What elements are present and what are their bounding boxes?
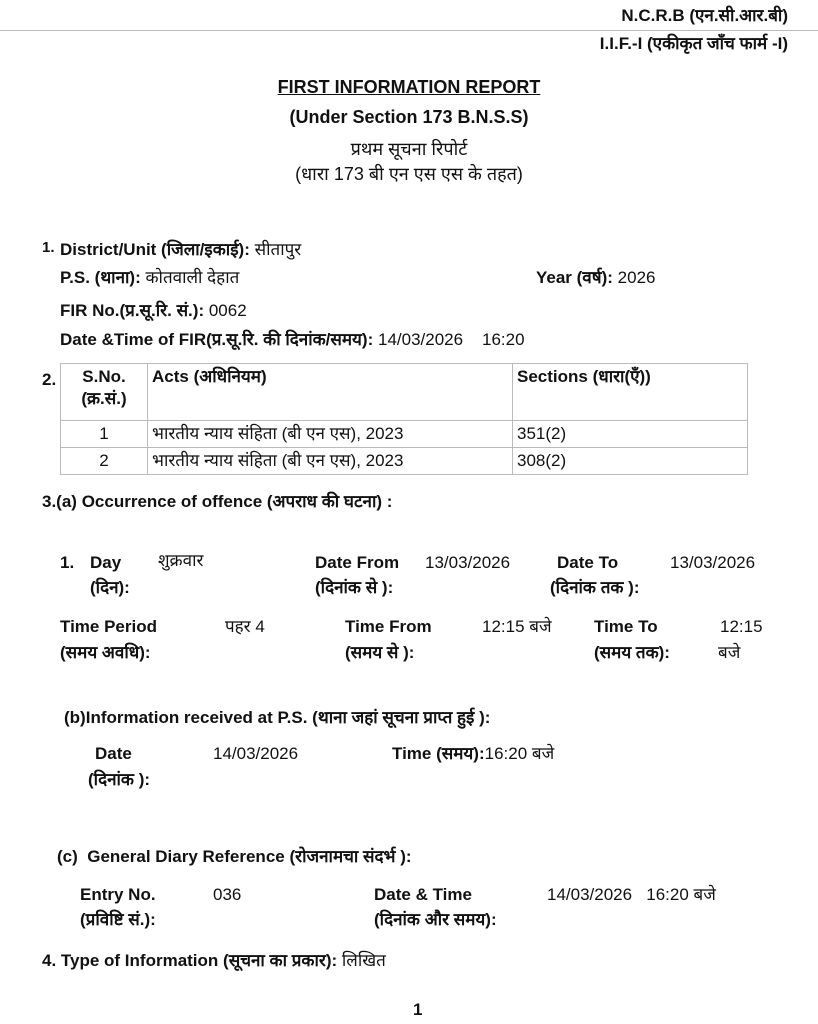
row-section: 308(2)	[513, 448, 748, 475]
ps-label: P.S. (थाना):	[60, 268, 141, 287]
section1-number: 1.	[42, 239, 55, 256]
report-subtitle-hindi: (धारा 173 बी एन एस एस के तहत)	[295, 164, 523, 184]
day-value: शुक्रवार	[158, 551, 204, 570]
section3c-heading: (c) General Diary Reference (रोजनामचा संदर्भ ):	[57, 847, 412, 866]
district-row	[60, 240, 301, 260]
row-sno: 2	[61, 448, 148, 475]
fir-date-value: 14/03/2026	[377, 330, 464, 349]
day-label: Day	[90, 553, 122, 572]
date-from-value: 13/03/2026	[425, 553, 511, 572]
fir-datetime-label: Date &Time of FIR(प्र.सू.रि. की दिनांक/समय):	[60, 330, 374, 349]
information-type-label: 4. Type of Information	[42, 951, 219, 970]
report-title: FIRST INFORMATION REPORT	[277, 77, 541, 97]
date-to-label-hindi: (दिनांक तक ):	[550, 578, 640, 597]
received-time-row	[392, 744, 554, 764]
header-divider	[0, 30, 818, 31]
received-date-label: Date	[95, 744, 132, 763]
ps-row	[60, 268, 239, 288]
fir-time-value: 16:20	[481, 330, 525, 349]
date-from-label-hindi: (दिनांक से ):	[315, 578, 394, 597]
sections-header: Sections (धारा(एँ))	[513, 364, 748, 421]
row-sno: 1	[61, 421, 148, 448]
section2-number: 2.	[42, 370, 57, 389]
fir-value: 0062	[208, 301, 247, 320]
occurrence-item-number: 1.	[60, 553, 75, 572]
fir-datetime-row	[60, 330, 525, 350]
time-to-label-hindi: (समय तक):	[594, 643, 670, 662]
gd-datetime-label-hindi: (दिनांक और समय):	[374, 910, 497, 929]
entry-no-label: Entry No.	[80, 885, 156, 904]
information-type-row	[42, 951, 386, 971]
day-label-hindi: (दिन):	[90, 578, 130, 597]
row-section: 351(2)	[513, 421, 748, 448]
district-value: सीतापुर	[254, 240, 302, 259]
table-row	[61, 448, 748, 475]
sno-header: S.No. (क्र.सं.)	[61, 364, 148, 421]
table-row	[61, 421, 748, 448]
section3a-heading: 3.(a) Occurrence of offence (अपराध की घटना) :	[42, 492, 393, 511]
acts-header: Acts (अधिनियम)	[148, 364, 513, 421]
received-date-label-hindi: (दिनांक ):	[88, 770, 151, 789]
acts-table	[60, 363, 748, 475]
fir-row	[60, 301, 247, 321]
time-to-value-suffix: बजे	[718, 643, 741, 662]
gd-datetime-label: Date & Time	[374, 885, 472, 904]
row-act: भारतीय न्याय संहिता (बी एन एस), 2023	[148, 421, 513, 448]
date-to-label: Date To	[557, 553, 619, 572]
date-from-label: Date From	[315, 553, 400, 572]
information-type-value: लिखित	[341, 951, 386, 970]
time-from-value: 12:15 बजे	[482, 617, 552, 636]
fir-label: FIR No.(प्र.सू.रि. सं.):	[60, 301, 205, 320]
time-from-label-hindi: (समय से ):	[345, 643, 415, 662]
year-row	[536, 268, 655, 288]
time-period-label-hindi: (समय अवधि):	[60, 643, 151, 662]
year-label: Year (वर्ष):	[536, 268, 613, 287]
report-title-hindi: प्रथम सूचना रिपोर्ट	[350, 139, 468, 159]
information-type-label-hindi: (सूचना का प्रकार):	[223, 951, 338, 970]
time-period-value: पहर 4	[225, 617, 265, 636]
report-subtitle: (Under Section 173 B.N.S.S)	[289, 107, 529, 127]
received-time-value: 16:20 बजे	[484, 744, 555, 763]
section3b-heading: (b)Information received at P.S. (थाना जहां सूचना प्राप्त हुई ):	[64, 708, 491, 727]
acts-table-header	[61, 364, 748, 421]
received-date-value: 14/03/2026	[213, 744, 299, 763]
received-time-label-hindi: (समय):	[436, 744, 485, 763]
gd-datetime-value: 14/03/2026 16:20 बजे	[547, 885, 716, 904]
time-to-label: Time To	[594, 617, 658, 636]
page-number: 1	[413, 1000, 423, 1019]
entry-no-label-hindi: (प्रविष्टि सं.):	[80, 910, 156, 929]
received-time-label: Time	[392, 744, 432, 763]
ps-value: कोतवाली देहात	[145, 268, 240, 287]
year-value: 2026	[617, 268, 656, 287]
time-to-value: 12:15	[720, 617, 763, 636]
row-act: भारतीय न्याय संहिता (बी एन एस), 2023	[148, 448, 513, 475]
district-label: District/Unit (जिला/इकाई):	[60, 240, 250, 259]
ncrb-header: N.C.R.B (एन.सी.आर.बी)	[621, 6, 788, 25]
time-period-label: Time Period	[60, 617, 157, 636]
time-from-label: Time From	[345, 617, 432, 636]
form-code: I.I.F.-I (एकीकृत जाँच फार्म -I)	[599, 34, 788, 53]
date-to-value: 13/03/2026	[670, 553, 756, 572]
entry-no-value: 036	[213, 885, 242, 904]
